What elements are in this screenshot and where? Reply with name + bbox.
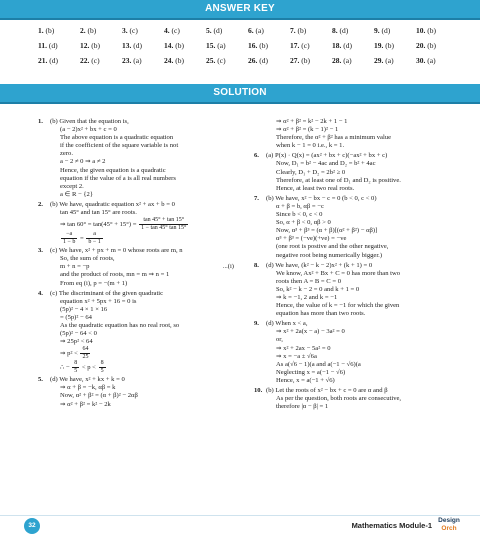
solution-line: Now, D₁ = b² − 4ac and D₂ = b² + 4ac [276, 160, 376, 168]
solution-line: Hence, x = a(−1 + √6) [276, 376, 335, 384]
answer-key-cell [416, 26, 458, 35]
solution-line: or, [276, 336, 283, 344]
answer-key-option: (d) [213, 26, 223, 35]
answer-key-number: 10. [416, 26, 426, 35]
solution-line: (a − 2)x² + bx + c = 0 [60, 126, 117, 134]
solution-1 [38, 118, 234, 199]
answer-key-cell [374, 56, 416, 65]
formula-text: < p < [81, 364, 96, 372]
answer-key-cell [290, 56, 332, 65]
fraction-numerator: a [86, 231, 102, 239]
answer-key-option: (c) [171, 26, 180, 35]
solution-line: α + β = b, αβ = −c [276, 202, 324, 210]
solution-line: ⇒ k = −1, 2 and k = −1 [276, 293, 338, 301]
answer-key-cell [80, 41, 122, 50]
solution-line: (5p)² − 4 × 1 × 16 [60, 305, 108, 313]
solution-line: From eq (i), p = −(m + 1) [60, 279, 128, 287]
answer-key-option: (d) [133, 41, 142, 50]
answer-key-cell [38, 26, 80, 35]
solution-line: except 2. [60, 182, 84, 190]
module-title: Mathematics Module-1 [351, 521, 432, 530]
answer-key-cell [38, 56, 80, 65]
answer-key-option: (d) [343, 41, 352, 50]
solution-line: ⇒ 25p² < 64 [60, 338, 93, 346]
answer-key-number: 8. [332, 26, 338, 35]
question-number: 9. [254, 320, 259, 328]
answer-key-option: (a) [255, 26, 264, 35]
fraction [139, 217, 188, 232]
question-number: 3. [38, 247, 43, 255]
fraction-denominator: 5 [100, 368, 104, 375]
fraction-numerator: 8 [100, 360, 104, 367]
answer-key-cell [248, 56, 290, 65]
answer-key-number: 4. [164, 26, 170, 35]
solution-line: equation has more than two roots. [276, 310, 366, 318]
answer-key-option: (a) [385, 56, 394, 65]
answer-key-cell [164, 56, 206, 65]
solution-line: and the product of roots, mn = m ⇒ n = 1 [60, 271, 170, 279]
solution-line: ⇒ x = −a ± √6a [276, 352, 317, 360]
answer-key-cell [122, 26, 164, 35]
fraction [61, 231, 77, 246]
answer-key-banner: ANSWER KEY [0, 0, 480, 18]
formula-text: ⇒ tan 60° = tan(45° + 15°) = [60, 221, 137, 229]
inequality-formula [50, 346, 234, 360]
formula-text: m + n = −p [60, 263, 90, 271]
answer-key-number: 27. [290, 56, 300, 65]
tan-sum-formula [50, 217, 234, 231]
answer-key-option: (c) [91, 56, 100, 65]
solution-line: The above equation is a quadratic equation [60, 134, 174, 142]
answer-key-option: (b) [87, 26, 97, 35]
answer-key-number: 20. [416, 41, 426, 50]
fraction-denominator: 5 [74, 368, 78, 375]
fraction [72, 360, 79, 375]
answer-key-cell [290, 26, 332, 35]
answer-key-option: (b) [427, 41, 436, 50]
solution-line: Hence, at least two real roots. [276, 184, 355, 192]
answer-key-cell [122, 56, 164, 65]
solution-line: As a(√6 − 1)(a and a(−1 − √6)(a [276, 360, 361, 368]
solution-line: (a) P(x) · Q(x) = (ax² + bx + c)(−ax² + bx + c) [266, 152, 388, 160]
solution-2 [38, 201, 234, 245]
answer-key-cell [164, 26, 206, 35]
answer-key-number: 14. [164, 41, 174, 50]
solution-line: when k − 1 = 0 i.e., k = 1. [276, 142, 345, 150]
fraction-denominator: 1 − tan 45° tan 15° [141, 225, 187, 232]
solution-line: Neglecting x = a(−1 − √6) [276, 368, 346, 376]
answer-key-option: (b) [175, 56, 184, 65]
answer-key-cell [416, 56, 458, 65]
answer-key-option: (a) [427, 56, 436, 65]
answer-key-cell [374, 41, 416, 50]
answer-key-option: (b) [297, 26, 307, 35]
solution-line: As per the question, both roots are consecutive, [276, 395, 402, 403]
solution-line: As the quadratic equation has no real root, so [60, 321, 180, 329]
answer-key-number: 2. [80, 26, 86, 35]
answer-key-option: (d) [339, 26, 349, 35]
answer-key-number: 6. [248, 26, 254, 35]
solution-line: (b) We have, quadratic equation x² + ax + b = 0 [50, 200, 175, 208]
formula-text: ⇒ p² < [60, 350, 78, 358]
answer-key-option: (b) [175, 41, 184, 50]
solution-line: ⇒ α² + β² = k² − 2k + 1 − 1 [276, 118, 348, 125]
fraction [86, 231, 102, 246]
answer-key-cell [374, 26, 416, 35]
answer-key-number: 25. [206, 56, 216, 65]
answer-key-number: 11. [38, 41, 47, 50]
fraction [80, 346, 90, 361]
question-number: 1. [38, 118, 43, 125]
answer-key-cell [332, 26, 374, 35]
solution-line: So, α + β < 0, αβ > 0 [276, 219, 331, 227]
answer-key-option: (b) [427, 26, 436, 35]
range-formula [50, 360, 234, 374]
page-number: 32 [24, 518, 40, 534]
answer-key-option: (c) [301, 41, 310, 50]
answer-key-number: 5. [206, 26, 212, 35]
answer-key-number: 1. [38, 26, 44, 35]
fraction-numerator: tan 45° + tan 15° [139, 217, 188, 225]
answer-key-number: 28. [332, 56, 342, 65]
solution-line: So, the sum of roots, [60, 255, 115, 263]
answer-key-cell [290, 41, 332, 50]
solution-line: Since b < 0, c < 0 [276, 211, 323, 219]
ratio-formula [50, 231, 234, 245]
solution-line: tan 45° and tan 15° are roots. [60, 209, 137, 217]
answer-key-option: (b) [91, 41, 100, 50]
fraction-denominator: 1 − b [63, 239, 76, 246]
answer-key-option: (c) [129, 26, 138, 35]
answer-key-option: (d) [48, 41, 58, 50]
solution-line: Clearly, D₁ + D₂ = 2b² ≥ 0 [276, 168, 346, 176]
answer-key-cell [332, 41, 374, 50]
answer-key-option: (d) [381, 26, 391, 35]
answer-key-cell [332, 56, 374, 65]
solution-line: a − 2 ≠ 0 ⇒ a ≠ 2 [60, 158, 106, 166]
publisher-logo [436, 517, 462, 535]
question-number: 7. [254, 194, 259, 202]
answer-key-number: 22. [80, 56, 90, 65]
solution-3 [38, 247, 234, 287]
solution-8 [254, 262, 458, 319]
solution-line: Hence, the given equation is a quadratic [60, 166, 166, 174]
fraction-denominator: b − 1 [88, 239, 101, 246]
answer-key-number: 3. [122, 26, 128, 35]
answer-key-cell [122, 41, 164, 50]
solution-line: Hence, the value of k = −1 for which the given [276, 302, 400, 310]
answer-key-number: 17. [290, 41, 300, 50]
solution-line: (b) We have, x² − bx − c = 0 (b < 0, c < 0) [266, 194, 377, 202]
fraction-numerator: 64 [82, 346, 89, 353]
solution-6 [254, 152, 458, 192]
answer-key-number: 9. [374, 26, 380, 35]
solution-line: (one root is postive and the other negative, [276, 243, 389, 251]
answer-key-cell [206, 26, 248, 35]
solution-banner: SOLUTION [0, 84, 480, 102]
answer-key-number: 29. [374, 56, 384, 65]
solution-line: Now, α³ + β³ = (α + β)[(α² + β²) − αβ)] [276, 227, 378, 235]
answer-key-number: 30. [416, 56, 426, 65]
solution-line: ⇒ α² + β² = (k − 1)² − 1 [276, 126, 339, 134]
solution-7 [254, 195, 458, 260]
question-number: 4. [38, 289, 43, 297]
answer-key-number: 16. [248, 41, 258, 50]
answer-key-option: (a) [217, 41, 226, 50]
fraction-numerator: −a [61, 231, 77, 239]
fraction-denominator: 25 [82, 354, 89, 361]
answer-key-cell [164, 41, 206, 50]
logo-text-bottom: Orch [441, 525, 457, 532]
solution-line: = (5p)² − 64 [60, 313, 92, 321]
answer-key-cell [38, 41, 80, 50]
answer-key-number: 13. [122, 41, 132, 50]
answer-key-number: 15. [206, 41, 216, 50]
answer-key-option: (c) [217, 56, 226, 65]
solution-line: negative root being numerically bigger.) [276, 251, 383, 259]
answer-key-option: (a) [133, 56, 142, 65]
solution-line: (d) When x < a, [266, 320, 308, 328]
solution-line: (b) Let the roots of x² − bx + c = 0 are α and β [266, 387, 388, 394]
solution-10 [254, 387, 458, 411]
answer-key-grid [38, 26, 458, 65]
answer-key-cell [206, 41, 248, 50]
question-number: 5. [38, 376, 43, 384]
solution-column-left [38, 118, 234, 411]
solution-line: zero. [60, 150, 73, 158]
fraction [99, 360, 106, 375]
solution-line: equation x² + 5px + 16 = 0 is [60, 297, 137, 305]
solution-line: α³ + β³ = (−ve)(+ve) = −ve [276, 235, 347, 243]
solution-line: ⇒ x² + 2ax − 5a² = 0 [276, 344, 331, 352]
formula-text: = [80, 235, 84, 243]
fraction-numerator: 8 [74, 360, 78, 367]
solution-line: a ∈ R − {2} [60, 190, 94, 198]
solution-line: if the coefficient of the square variable is not [60, 142, 179, 150]
answer-key-number: 18. [332, 41, 342, 50]
solution-line: Therefore, the α² + β² has a minimum value [276, 134, 392, 142]
solution-line: therefore |α − β| = 1 [276, 403, 329, 411]
question-number: 2. [38, 200, 43, 208]
solution-line: (b) Given that the equation is, [50, 118, 129, 125]
answer-key-cell [80, 26, 122, 35]
formula-text: ∴ − [60, 364, 70, 372]
question-number: 10. [254, 387, 263, 394]
equation-tag: ...(i) [222, 263, 234, 271]
answer-key-number: 26. [248, 56, 258, 65]
answer-key-number: 7. [290, 26, 296, 35]
solution-line [50, 263, 234, 271]
answer-key-number: 19. [374, 41, 384, 50]
answer-key-option: (b) [45, 26, 55, 35]
solution-line: (c) We have, x² + px + m = 0 whose roots are m, n [50, 247, 183, 255]
page-footer [0, 515, 480, 539]
solution-9 [254, 320, 458, 385]
solution-line: (d) We have, x² + kx + k = 0 [50, 376, 125, 384]
solution-line: Therefore, at least one of D₁ and D₂ is positive. [276, 176, 401, 184]
answer-key-option: (b) [385, 41, 394, 50]
solution-line: (c) The discriminant of the given quadratic [50, 289, 164, 297]
solution-5-continued [254, 118, 458, 150]
solution-line: So, k² − k − 2 = 0 and k + 1 = 0 [276, 285, 360, 293]
logo-text-top: Design [438, 517, 460, 524]
solution-4 [38, 290, 234, 375]
answer-key-cell [248, 41, 290, 50]
answer-key-cell [80, 56, 122, 65]
answer-key-cell [248, 26, 290, 35]
solution-line: ⇒ α² + β² = k² − 2k [60, 400, 111, 408]
solution-column-right [254, 118, 458, 413]
answer-key-option: (b) [301, 56, 310, 65]
solution-5 [38, 376, 234, 408]
solution-line: equation if the value of a is all real numbers [60, 174, 176, 182]
answer-key-number: 24. [164, 56, 174, 65]
question-number: 6. [254, 152, 259, 160]
answer-key-option: (b) [259, 41, 268, 50]
solution-line: Now, α² + β² = (α + β)² − 2αβ [60, 392, 138, 400]
answer-key-number: 23. [122, 56, 132, 65]
question-number: 8. [254, 261, 259, 269]
answer-key-number: 21. [38, 56, 48, 65]
answer-key-option: (a) [343, 56, 352, 65]
solution-line: (d) We have, (k² − k − 2)x² + (k + 1) = 0 [266, 261, 373, 269]
answer-key-option: (d) [49, 56, 58, 65]
answer-key-option: (d) [259, 56, 268, 65]
solution-line: roots then A = B = C = 0 [276, 277, 342, 285]
solution-line: We know, Ax² + Bx + C = 0 has more than two [276, 269, 401, 277]
solution-line: (5p)² − 64 < 0 [60, 330, 97, 338]
answer-key-number: 12. [80, 41, 90, 50]
answer-key-cell [416, 41, 458, 50]
answer-key-cell [206, 56, 248, 65]
solution-line: ⇒ α + β = −k, αβ = k [60, 384, 116, 392]
solution-line: ⇒ x² + 2a(x − a) − 3a² = 0 [276, 328, 345, 336]
